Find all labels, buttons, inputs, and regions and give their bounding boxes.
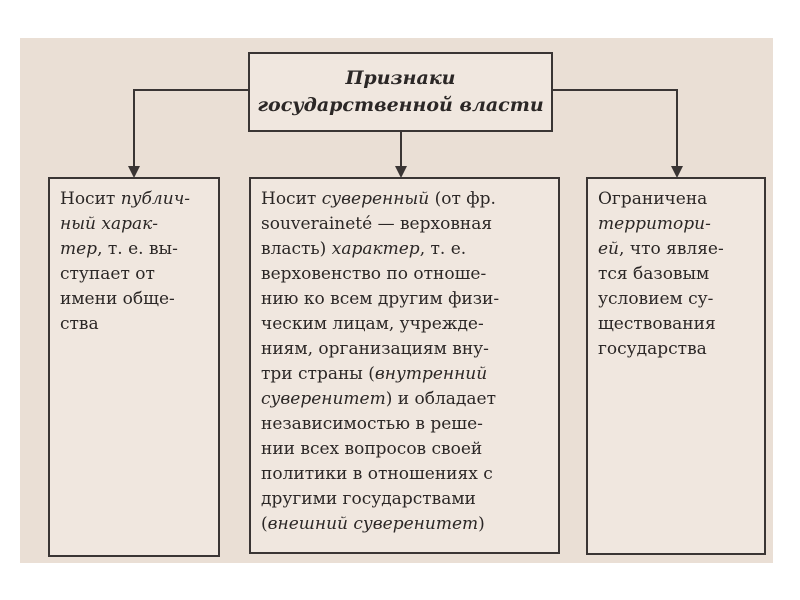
text-line bbox=[261, 412, 552, 437]
text-line bbox=[261, 387, 552, 412]
text-line bbox=[261, 212, 552, 237]
text-segment: имени обще- bbox=[60, 289, 175, 309]
text-segment: власть) bbox=[261, 239, 332, 259]
italic-term: внешний суверенитет bbox=[267, 514, 479, 534]
text-segment: , что являе- bbox=[619, 239, 724, 259]
text-segment: ступает от bbox=[60, 264, 155, 284]
text-line bbox=[261, 437, 552, 462]
sovereign-character-box bbox=[249, 177, 560, 554]
text-segment: политики в отношениях с bbox=[261, 464, 493, 484]
text-line bbox=[60, 212, 212, 237]
text-segment: ( bbox=[261, 514, 268, 534]
territory-limit-box bbox=[586, 177, 766, 555]
text-line bbox=[598, 312, 758, 337]
text-line bbox=[261, 362, 552, 387]
text-segment: нию ко всем другим физи- bbox=[261, 289, 500, 309]
text-line bbox=[261, 262, 552, 287]
text-segment: ниям, организациям вну- bbox=[261, 339, 489, 359]
text-line bbox=[261, 337, 552, 362]
text-line bbox=[261, 312, 552, 337]
title-line-1: Признаки bbox=[345, 67, 456, 89]
connector-right bbox=[553, 90, 677, 170]
text-line bbox=[60, 262, 212, 287]
italic-term: суверенитет bbox=[261, 389, 386, 409]
text-line bbox=[60, 237, 212, 262]
italic-term: суверенный bbox=[321, 189, 430, 209]
text-segment: три страны ( bbox=[261, 364, 375, 384]
text-segment: тся базовым bbox=[598, 264, 710, 284]
text-segment: ства bbox=[60, 314, 99, 334]
text-segment: Носит bbox=[261, 189, 322, 209]
text-segment: ческим лицам, учрежде- bbox=[261, 314, 484, 334]
text-segment: souveraineté — верховная bbox=[261, 214, 493, 234]
italic-term: внутренний bbox=[374, 364, 488, 384]
text-segment: верховенство по отноше- bbox=[261, 264, 487, 284]
title-line-2: государственной власти bbox=[257, 94, 544, 116]
italic-term: характер bbox=[331, 239, 420, 259]
italic-term: ей bbox=[598, 239, 620, 259]
text-line bbox=[598, 212, 758, 237]
text-line bbox=[261, 237, 552, 262]
italic-term: тер bbox=[60, 239, 98, 259]
text-segment: (от фр. bbox=[429, 189, 496, 209]
text-segment: ) и обладает bbox=[385, 389, 496, 409]
text-segment: Ограничена bbox=[598, 189, 708, 209]
text-segment: условием су- bbox=[598, 289, 714, 309]
connector-left bbox=[134, 90, 248, 170]
text-segment: , т. е. вы- bbox=[97, 239, 178, 259]
text-segment: Носит bbox=[60, 189, 121, 209]
public-character-box bbox=[48, 177, 220, 557]
text-line bbox=[60, 187, 212, 212]
text-line bbox=[261, 462, 552, 487]
text-line bbox=[60, 287, 212, 312]
text-line bbox=[261, 287, 552, 312]
text-line bbox=[598, 287, 758, 312]
text-line bbox=[261, 487, 552, 512]
italic-term: ный харак- bbox=[60, 214, 159, 234]
text-segment: ществования bbox=[598, 314, 716, 334]
text-segment: ) bbox=[478, 514, 485, 534]
italic-term: публич- bbox=[120, 189, 191, 209]
text-line bbox=[598, 337, 758, 362]
text-line bbox=[598, 262, 758, 287]
text-segment: , т. е. bbox=[419, 239, 467, 259]
text-segment: государства bbox=[598, 339, 707, 359]
text-line bbox=[598, 237, 758, 262]
text-segment: нии всех вопросов своей bbox=[261, 439, 483, 459]
italic-term: территори- bbox=[598, 214, 711, 234]
text-segment: независимостью в реше- bbox=[261, 414, 483, 434]
text-line bbox=[261, 512, 552, 537]
text-line bbox=[261, 187, 552, 212]
text-line bbox=[598, 187, 758, 212]
title-box bbox=[248, 52, 553, 132]
text-line bbox=[60, 312, 212, 337]
text-segment: другими государствами bbox=[261, 489, 476, 509]
